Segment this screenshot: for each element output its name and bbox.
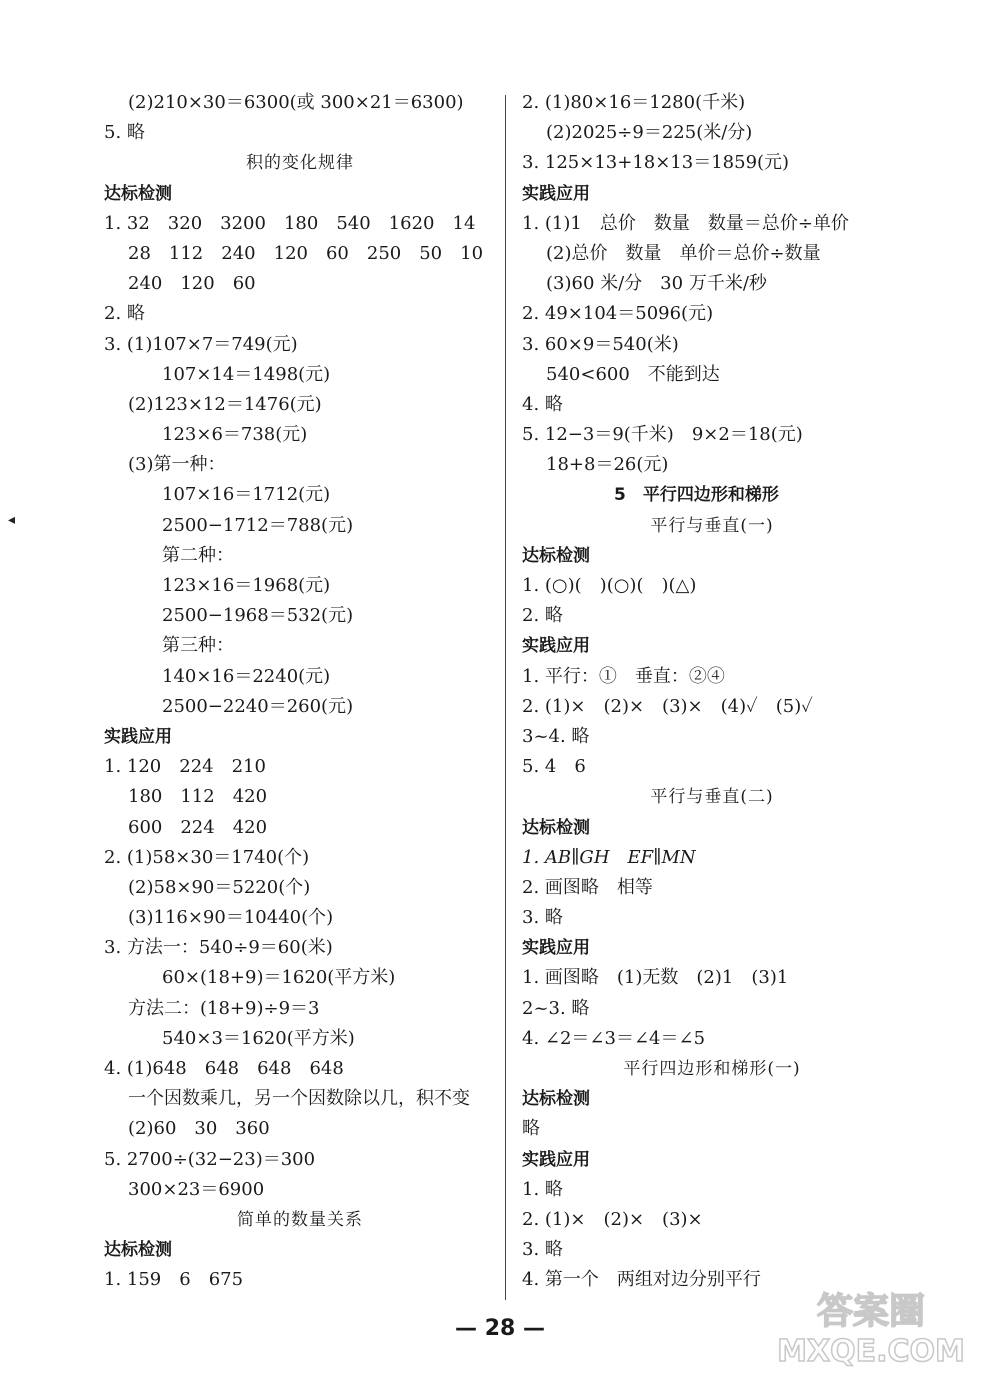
topic-title: 积的变化规律 <box>246 153 354 174</box>
answer-line: 140×16＝2240(元) <box>162 665 331 687</box>
answer-line: 2~3. 略 <box>522 997 590 1019</box>
answer-line: 方法二：(18+9)÷9＝3 <box>128 997 320 1019</box>
answer-line: 60×(18+9)＝1620(平方米) <box>162 967 396 989</box>
right-column <box>522 88 902 1296</box>
topic-title: 平行与垂直(二) <box>650 787 774 808</box>
answer-line: 5. 2700÷(32−23)＝300 <box>104 1148 316 1170</box>
answer-line: 18+8＝26(元) <box>546 454 669 476</box>
answer-line: 2. (1)× (2)× (3)× (4)✓ (5)✓ <box>522 695 813 717</box>
answer-line: (3)第一种： <box>128 454 226 476</box>
section-heading: 达标检测 <box>522 545 590 566</box>
answer-line: 107×16＝1712(元) <box>162 484 331 506</box>
answer-line: 2. (1)58×30＝1740(个) <box>104 846 310 868</box>
section-heading: 达标检测 <box>104 1240 172 1261</box>
answer-line: 1. 120 224 210 <box>104 756 266 778</box>
answer-line: 4. 略 <box>522 393 563 415</box>
topic-title: 5 平行四边形和梯形 <box>614 485 779 506</box>
topic-title: 简单的数量关系 <box>237 1209 363 1230</box>
answer-line: 4. 第一个 两组对边分别平行 <box>522 1269 761 1291</box>
answer-line: 1. 画图略 (1)无数 (2)1 (3)1 <box>522 967 789 989</box>
answer-line: 107×14＝1498(元) <box>162 363 331 385</box>
answer-line: 3. 略 <box>522 907 563 929</box>
answer-line: (3)116×90＝10440(个) <box>128 907 334 929</box>
topic-title: 平行与垂直(一) <box>650 515 774 536</box>
answer-line: 1. 平行：① 垂直：②④ <box>522 665 725 687</box>
section-heading: 达标检测 <box>522 817 590 838</box>
answer-line: 600 224 420 <box>128 816 268 838</box>
answer-line: 28 112 240 120 60 250 50 10 <box>128 242 484 264</box>
answer-line: 2. 49×104＝5096(元) <box>522 303 714 325</box>
answer-line: 2. (1)80×16＝1280(千米) <box>522 92 746 113</box>
answer-line: 一个因数乘几，另一个因数除以几，积不变 <box>128 1088 470 1110</box>
section-heading: 实践应用 <box>522 636 590 657</box>
answer-line: 1. 32 320 3200 180 540 1620 14 <box>104 212 476 234</box>
answer-line: 2500−2240＝260(元) <box>162 695 354 717</box>
answer-line: 2. (1)× (2)× (3)× <box>522 1208 703 1230</box>
answer-line: 540<600 不能到达 <box>546 363 720 385</box>
answer-line: 5. 12−3＝9(千米) 9×2＝18(元) <box>522 424 803 446</box>
answer-line: 2. 画图略 相等 <box>522 876 653 898</box>
section-heading: 实践应用 <box>104 726 172 747</box>
answer-line: 5. 略 <box>104 122 145 144</box>
answer-line: 第二种： <box>162 544 234 566</box>
answer-line: (2)210×30＝6300(或 300×21＝6300) <box>128 92 464 113</box>
answer-line: 3. 略 <box>522 1239 563 1261</box>
answer-line: 123×6＝738(元) <box>162 424 308 446</box>
answer-line: 2. 略 <box>522 605 563 627</box>
answer-line: 2500−1968＝532(元) <box>162 605 354 627</box>
answer-line: 4. ∠2＝∠3＝∠4＝∠5 <box>522 1027 706 1049</box>
answer-line: 3. 60×9＝540(米) <box>522 333 679 355</box>
column-divider <box>505 95 506 1300</box>
answer-line: 5. 4 6 <box>522 756 586 778</box>
answer-line: (2)123×12＝1476(元) <box>128 393 322 415</box>
answer-line: 3. 125×13+18×13＝1859(元) <box>522 152 790 174</box>
section-heading: 达标检测 <box>522 1089 590 1110</box>
section-heading: 实践应用 <box>522 1149 590 1170</box>
answer-line: 123×16＝1968(元) <box>162 575 331 596</box>
page-number: — 28 — <box>455 1316 545 1341</box>
answer-line: 略 <box>522 1118 540 1140</box>
answer-line: 1. 略 <box>522 1178 563 1200</box>
answer-line: 540×3＝1620(平方米) <box>162 1027 355 1049</box>
answer-line: 2. 略 <box>104 303 145 325</box>
watermark-logo <box>756 1283 986 1369</box>
section-heading: 达标检测 <box>104 183 172 204</box>
answer-line: 3. 方法一：540÷9＝60(米) <box>104 937 333 959</box>
answer-line: 1. 159 6 675 <box>104 1269 244 1291</box>
answer-line: 第三种： <box>162 635 234 657</box>
watermark-bottom: MXQE.COM <box>777 1334 965 1369</box>
answer-line: 3~4. 略 <box>522 725 590 747</box>
answer-line: (2)2025÷9＝225(米/分) <box>546 122 753 144</box>
answer-line: 4. (1)648 648 648 648 <box>104 1058 344 1079</box>
answer-line: 180 112 420 <box>128 786 268 808</box>
answer-line: 1. (○)( )(○)( )(△) <box>522 575 697 596</box>
answer-line: (2)60 30 360 <box>128 1118 270 1140</box>
left-column <box>104 88 496 1296</box>
answer-line: 1. AB∥GH EF∥MN <box>522 846 696 868</box>
answer-line: 300×23＝6900 <box>128 1178 265 1200</box>
answer-line: 240 120 60 <box>128 273 256 295</box>
answer-line: (3)60 米/分 30 万千米/秒 <box>546 273 767 295</box>
answer-line: (2)总价 数量 单价＝总价÷数量 <box>546 242 821 264</box>
answer-line: 1. (1)1 总价 数量 数量＝总价÷单价 <box>522 212 849 234</box>
answer-line: 2500−1712＝788(元) <box>162 514 354 536</box>
margin-mark: ◂ <box>8 512 16 528</box>
answer-line: 3. (1)107×7＝749(元) <box>104 333 298 355</box>
topic-title: 平行四边形和梯形(一) <box>623 1059 801 1079</box>
section-heading: 实践应用 <box>522 938 590 959</box>
watermark-top: 答案圈 <box>816 1291 926 1332</box>
section-heading: 实践应用 <box>522 183 590 204</box>
answer-line: (2)58×90＝5220(个) <box>128 876 311 898</box>
